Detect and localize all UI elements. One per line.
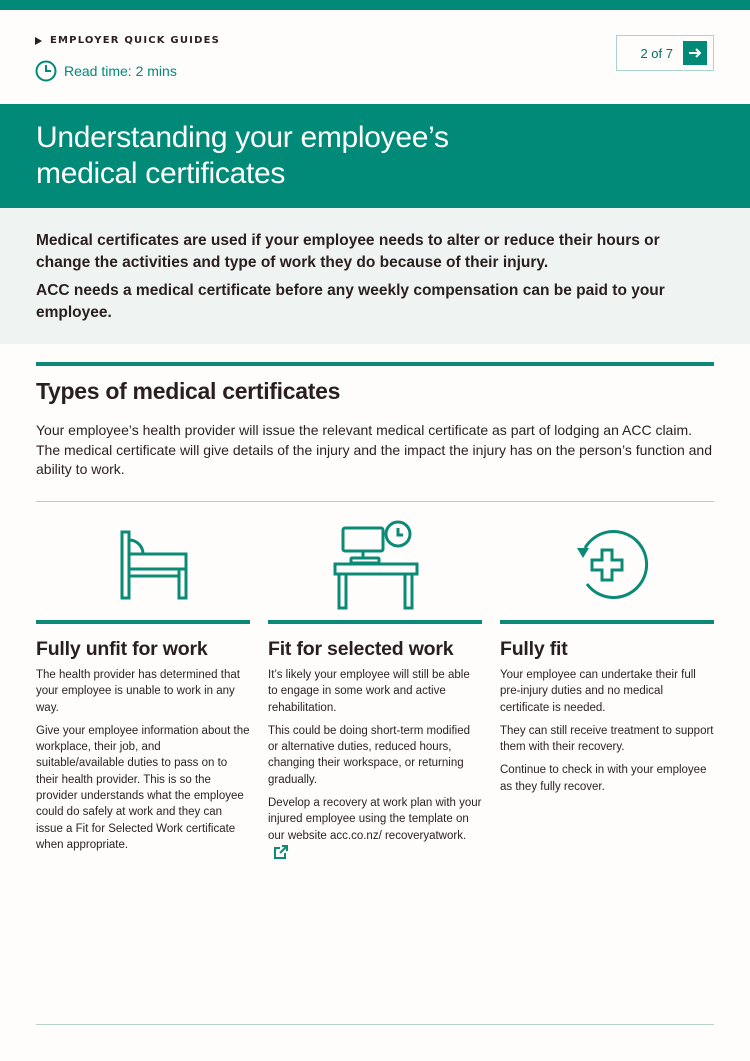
column-divider [268,620,482,624]
column-paragraph: It’s likely your employee will still be able to engage in some work and active rehabilitation. [268,669,470,714]
external-link-icon[interactable] [274,845,288,859]
eyebrow-label: EMPLOYER QUICK GUIDES [50,35,221,46]
page-pager [616,35,714,71]
column-title: Fit for selected work [268,638,454,660]
column-title: Fully unfit for work [36,638,208,660]
column-paragraph: The health provider has determined that your employee is unable to work in any way. [36,669,240,714]
bed-icon [93,518,193,610]
column-fully-unfit [36,508,250,860]
column-paragraph: This could be doing short-term modified or alternative duties, reduced hours, changing their workspace, or returning gradually. [268,724,470,786]
hero-banner [0,104,750,208]
title-line-2: medical certificates [36,157,286,190]
read-time [35,60,177,82]
recovery-link-text[interactable]: Develop a recovery at work plan with your injured employee using the template on our website acc.co.nz/ recoveryatwork. [268,797,482,842]
section-divider [36,362,714,366]
footer-divider [36,1024,714,1025]
read-time-label: Read time: 2 mins [64,63,177,79]
arrow-right-icon [688,46,702,60]
column-divider [36,620,250,624]
top-brand-bar [0,0,750,10]
clock-icon [35,60,57,82]
eyebrow [35,35,220,46]
column-fully-fit [500,508,714,860]
column-paragraph: Your employee can undertake their full pre-injury duties and no medical certificate is needed. [500,669,696,714]
desk-clock-icon [325,518,425,610]
next-page-button[interactable] [683,41,707,65]
intro-paragraph-2: ACC needs a medical certificate before any weekly compensation can be paid to your employee. [36,282,665,321]
intro-paragraph-1: Medical certificates are used if your employee needs to alter or reduce their hours or change the activities and type of work they do because of their injury. [36,232,660,271]
page-count: 2 of 7 [640,45,673,61]
column-paragraph-link [268,795,482,860]
column-fit-for-selected [268,508,482,860]
title-line-1: Understanding your employee’s [36,121,449,154]
thin-divider [36,501,714,502]
recovery-cross-icon [557,518,657,610]
section-body: Your employee’s health provider will issue the relevant medical certificate as part of lodging an ACC claim. The medical certificate will give details of the injury and the impact the injury has on the person’s function and ability to work. [36,422,712,477]
triangle-icon [35,37,42,45]
section-title: Types of medical certificates [36,378,341,404]
intro-panel [0,208,750,344]
certificate-types [36,508,714,860]
column-title: Fully fit [500,638,568,660]
column-paragraph: They can still receive treatment to support them with their recovery. [500,724,714,754]
column-divider [500,620,714,624]
column-paragraph: Continue to check in with your employee as they fully recover. [500,764,707,793]
page-title [36,120,714,192]
column-paragraph: Give your employee information about the workplace, their job, and suitable/available duties to pass on to their health provider. This is so the provider understands what the employee could do safely at work and they can issue a Fit for Selected Work certificate when appropriate. [36,724,250,851]
